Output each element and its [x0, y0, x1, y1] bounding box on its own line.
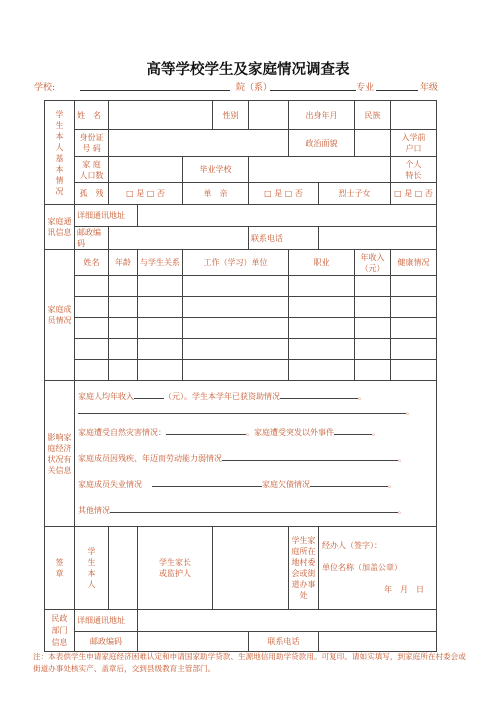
cell[interactable] — [75, 318, 109, 339]
unit-label: 单位名称（加盖公章） — [322, 563, 403, 572]
period: 。 — [398, 505, 406, 515]
col-age: 年龄 — [109, 250, 138, 276]
student-sign-label: 学 生 本 人 — [75, 527, 109, 610]
orphan-checkbox[interactable]: □ 是 □ 否 — [109, 183, 183, 205]
address-field[interactable] — [138, 205, 437, 227]
period: 。 — [372, 427, 380, 437]
postcode-label: 邮政编码 — [75, 227, 109, 250]
aid-label: （元）。学生本学年已获资助情况 — [164, 391, 280, 401]
period: 。 — [398, 453, 406, 463]
school-field[interactable] — [80, 90, 230, 91]
col-health: 健康情况 — [391, 250, 437, 276]
grad-school-field[interactable] — [249, 157, 391, 183]
cell[interactable] — [109, 276, 138, 297]
grad-school-label: 毕业学校 — [183, 157, 249, 183]
col-workplace: 工作（学习）单位 — [183, 250, 289, 276]
office-sign-field[interactable] — [319, 527, 437, 610]
aid-field-cont[interactable] — [78, 404, 406, 414]
civil-address-label: 详细通讯地址 — [75, 610, 138, 632]
cell[interactable] — [391, 276, 437, 297]
other-field[interactable] — [110, 503, 398, 513]
guardian-sign-field[interactable] — [213, 527, 289, 610]
school-label: 学校: — [34, 83, 56, 93]
income-field[interactable] — [134, 389, 164, 399]
other-label: 其他情况 — [78, 505, 110, 515]
student-section-label: 学 生 本 人 基 本 情 况 — [45, 101, 75, 205]
cell[interactable] — [109, 297, 138, 318]
cell[interactable] — [391, 297, 437, 318]
disaster-field[interactable] — [166, 425, 246, 435]
period: 。 — [388, 479, 396, 489]
aid-field[interactable] — [280, 389, 358, 399]
student-sign-field[interactable] — [109, 527, 138, 610]
dept-label: 院（系） — [236, 83, 273, 93]
cell[interactable] — [109, 339, 138, 360]
cell[interactable] — [75, 360, 109, 381]
table-row — [45, 339, 437, 360]
dept-field[interactable] — [270, 90, 356, 91]
gender-field[interactable] — [249, 101, 289, 130]
postcode-field[interactable] — [109, 227, 249, 250]
civil-phone-field[interactable] — [319, 632, 437, 652]
cell[interactable] — [138, 339, 183, 360]
ethnic-label: 民族 — [355, 101, 391, 130]
family-size-label: 家 庭 人口数 — [75, 157, 109, 183]
col-relation: 与学生关系 — [138, 250, 183, 276]
table-row — [45, 318, 437, 339]
period: 。 — [358, 391, 366, 401]
single-label: 单 亲 — [183, 183, 249, 205]
cell[interactable] — [289, 339, 355, 360]
orphan-label: 孤 残 — [75, 183, 109, 205]
grade-label: 年级 — [420, 83, 439, 93]
date-label: 年 月 日 — [384, 585, 425, 594]
disability-label: 家庭成员因残疾、年迈而劳动能力弱情况 — [78, 453, 222, 463]
survey-form — [44, 100, 437, 652]
gender-label: 性别 — [213, 101, 249, 130]
cell[interactable] — [391, 360, 437, 381]
cell[interactable] — [138, 360, 183, 381]
cell[interactable] — [289, 318, 355, 339]
footnote: 注：本表供学生申请家庭经济困难认定和申请国家助学贷款、生源地信用助学贷款用。可复印。请如实填写，到家庭所在村委会或街道办事处核实产、盖章后，交到县级教育主管部门。 — [33, 652, 466, 673]
id-label: 身份证 号 码 — [75, 130, 109, 157]
hukou-label: 入学前 户口 — [391, 130, 437, 157]
debt-label: 家庭欠债情况 — [262, 479, 310, 489]
cell[interactable] — [183, 360, 289, 381]
cell[interactable] — [355, 360, 391, 381]
cell[interactable] — [109, 360, 138, 381]
disability-field[interactable] — [222, 451, 398, 461]
cell[interactable] — [289, 360, 355, 381]
phone-label: 联系电话 — [249, 227, 319, 250]
civil-postcode-label: 邮政编码 — [75, 632, 138, 652]
civil-address-field[interactable] — [138, 610, 437, 632]
cell[interactable] — [391, 339, 437, 360]
cell[interactable] — [75, 297, 109, 318]
disaster-label: 家庭遭受自然灾害情况： — [78, 427, 166, 437]
speciality-label: 个人 特长 — [391, 157, 437, 183]
table-row — [45, 360, 437, 381]
econ-section-label: 影响家 庭经济 状况有 关信息 — [45, 381, 75, 527]
accident-label: 。家庭遭受突发以外事件 — [246, 427, 334, 437]
col-income: 年收入 （元） — [355, 250, 391, 276]
income-label: 家庭人均年收入 — [78, 391, 134, 401]
birth-label: 出身年月 — [289, 101, 355, 130]
cell[interactable] — [355, 276, 391, 297]
cell[interactable] — [183, 297, 289, 318]
civil-postcode-field[interactable] — [138, 632, 249, 652]
cell[interactable] — [138, 297, 183, 318]
accident-field[interactable] — [334, 425, 372, 435]
cell[interactable] — [183, 339, 289, 360]
name-label: 姓 名 — [75, 101, 109, 130]
family-size-field[interactable] — [109, 157, 183, 183]
cell[interactable] — [289, 297, 355, 318]
phone-field[interactable] — [319, 227, 437, 250]
cell[interactable] — [138, 318, 183, 339]
agent-label: 经办人（签字）： — [322, 541, 383, 550]
martyr-label: 烈士子女 — [319, 183, 391, 205]
cell[interactable] — [183, 318, 289, 339]
page-title: 高等学校学生及家庭情况调查表 — [146, 62, 350, 78]
address-label: 详细通讯地址 — [75, 205, 138, 227]
members-section-label: 家庭成 员情况 — [45, 250, 75, 381]
table-row — [45, 297, 437, 318]
contact-section-label: 家庭通 讯信息 — [45, 205, 75, 250]
ethnic-field[interactable] — [391, 101, 437, 130]
guardian-label: 学生家长 或监护人 — [138, 527, 213, 610]
political-label: 政治面貌 — [289, 130, 355, 157]
single-checkbox[interactable]: □ 是 □ 否 — [249, 183, 319, 205]
cell[interactable] — [138, 276, 183, 297]
cell[interactable] — [355, 339, 391, 360]
name-field[interactable] — [109, 101, 213, 130]
cell[interactable] — [75, 339, 109, 360]
office-label: 学生家 庭所在 地村委 会或街 道办事 处 — [289, 527, 319, 610]
cell[interactable] — [183, 276, 289, 297]
cell[interactable] — [289, 276, 355, 297]
debt-field[interactable] — [310, 477, 388, 487]
sign-section-label: 签 章 — [45, 527, 75, 610]
econ-content — [75, 381, 437, 527]
cell[interactable] — [355, 297, 391, 318]
major-field[interactable] — [376, 90, 418, 91]
unemployment-label: 家庭成员失业情况 — [78, 479, 142, 489]
civil-section-label: 民政 部门 信息 — [45, 610, 75, 652]
table-row — [45, 276, 437, 297]
period: 。 — [406, 406, 414, 416]
cell[interactable] — [75, 276, 109, 297]
martyr-checkbox[interactable]: □ 是 □ 否 — [391, 183, 437, 205]
unemployment-field[interactable] — [152, 477, 262, 487]
civil-phone-label: 联系电话 — [249, 632, 319, 652]
id-field[interactable] — [109, 130, 289, 157]
political-field[interactable] — [355, 130, 391, 157]
col-name: 姓名 — [75, 250, 109, 276]
cell[interactable] — [109, 318, 138, 339]
major-label: 专业 — [356, 83, 375, 93]
col-job: 职业 — [289, 250, 355, 276]
cell[interactable] — [391, 318, 437, 339]
cell[interactable] — [355, 318, 391, 339]
